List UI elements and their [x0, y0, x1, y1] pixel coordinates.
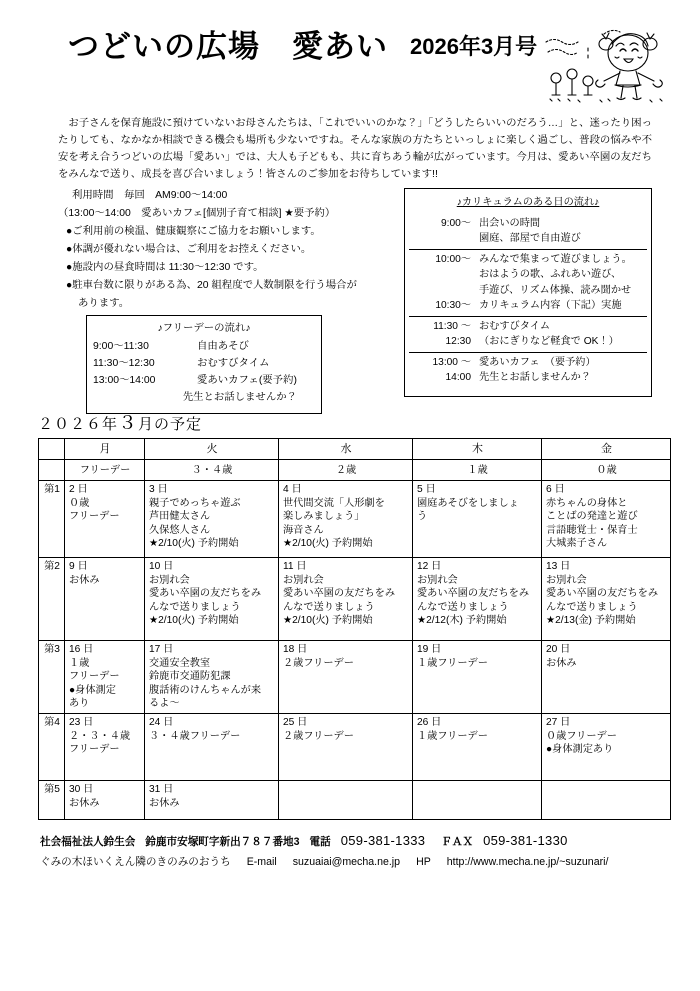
day-cell [413, 714, 542, 781]
table-header-row [39, 439, 671, 460]
day-detail: んなで送りましょう [283, 601, 375, 613]
day-number: 10 日 [149, 561, 174, 573]
freeday-desc: 自由あそび [197, 341, 249, 353]
column-header-tue: 火 [145, 439, 279, 460]
day-detail: ★2/10(火) 予約開始 [149, 538, 239, 550]
day-detail: ★2/10(火) 予約開始 [149, 615, 239, 627]
freeday-flow-box [86, 315, 322, 413]
day-cell [65, 641, 145, 714]
tel-number: 059-381-1333 [340, 833, 426, 849]
day-detail: んなで送りましょう [417, 601, 509, 613]
info-bullet-1: ●体調が優れない場合は、ご利用をお控えください。 [66, 244, 312, 256]
day-detail: 言語聴覚士・保育士 [546, 524, 638, 536]
calendar-heading-prefix: ２０２６年 [38, 416, 119, 434]
issue-label: 2026年3月号 [410, 34, 538, 59]
day-detail: フリーデー [69, 671, 120, 683]
column-header-wed: 水 [279, 439, 413, 460]
email-label: E-mail [246, 856, 277, 869]
freeday-desc: 愛あいカフェ(要予約) [197, 374, 297, 386]
freeday-time: 9:00～11:30 [93, 341, 149, 353]
table-row [39, 481, 671, 558]
curriculum-line: 手遊び、リズム体操、読み聞かせ [479, 284, 632, 296]
day-detail: お休み [149, 797, 180, 809]
column-header-fri: 金 [542, 439, 671, 460]
day-cell [145, 641, 279, 714]
email-address[interactable]: suzuaiai@mecha.ne.jp [292, 856, 401, 869]
day-detail: ０歳フリーデー [546, 730, 617, 742]
table-corner-cell [39, 439, 65, 460]
day-cell [65, 558, 145, 641]
day-detail: ２歳フリーデー [283, 730, 354, 742]
day-cell [145, 714, 279, 781]
day-detail: ２・３・４歳 [69, 730, 131, 742]
day-detail: んなで送りましょう [546, 601, 638, 613]
curriculum-group [409, 214, 647, 249]
day-detail: ★2/10(火) 予約開始 [283, 538, 373, 550]
agegroup-fri: ０歳 [542, 460, 671, 481]
day-number: 31 日 [149, 784, 174, 796]
freeday-box-title: ♪フリーデーの流れ♪ [157, 323, 251, 335]
week-label: 第5 [39, 781, 65, 820]
freeday-row [93, 373, 315, 390]
intro-section [0, 108, 700, 183]
page-footer [0, 820, 700, 871]
day-cell [145, 481, 279, 558]
day-detail: 腹話術のけんちゃんが来 [149, 684, 262, 696]
day-cell [413, 641, 542, 714]
day-cell [279, 641, 413, 714]
week-label: 第4 [39, 714, 65, 781]
curriculum-group [409, 249, 647, 316]
day-number: 13 日 [546, 561, 571, 573]
day-detail: お別れ会 [283, 574, 324, 586]
curriculum-line: （おにぎりなど軽食で OK！） [479, 336, 619, 348]
calendar-heading-suffix: 月の予定 [138, 416, 203, 434]
footer-web-line [40, 853, 680, 872]
day-number: 6 日 [546, 484, 565, 496]
agegroup-mon: フリーデー [65, 460, 145, 481]
day-number: 3 日 [149, 484, 168, 496]
organization-name: 社会福祉法人鈴生会 [40, 836, 136, 849]
day-cell [65, 481, 145, 558]
curriculum-lines [479, 355, 647, 386]
freeday-time: 11:30～12:30 [93, 358, 155, 370]
week-label: 第3 [39, 641, 65, 714]
day-cell [145, 558, 279, 641]
day-detail: 鈴鹿市交通防犯課 [149, 671, 231, 683]
curriculum-line: みんなで集まって遊びましょう。 [479, 253, 632, 265]
table-row [39, 714, 671, 781]
day-detail: るよ～ [149, 698, 180, 710]
day-cell [65, 714, 145, 781]
calendar-section [0, 408, 700, 820]
curriculum-group [409, 316, 647, 352]
curriculum-times [409, 355, 479, 386]
day-cell-empty [413, 781, 542, 820]
day-detail: ●身体測定あり [546, 744, 614, 756]
page-header [0, 0, 700, 108]
curriculum-lines [479, 319, 647, 350]
usage-hours: 利用時間 毎回 AM9:00～14:00 [72, 190, 228, 202]
curriculum-time: 11:30 ～ [433, 320, 471, 332]
day-number: 11 日 [283, 561, 307, 573]
footer-contact-line [40, 830, 680, 853]
table-row [39, 781, 671, 820]
curriculum-line: 愛あいカフェ （要予約） [479, 356, 596, 368]
curriculum-box-title: ♪カリキュラムのある日の流れ♪ [456, 197, 600, 209]
day-detail: ０歳 [69, 497, 90, 509]
day-detail: あり [69, 698, 90, 710]
info-bullet-2: ●施設内の昼食時間は 11:30～12:30 です。 [66, 261, 264, 273]
day-detail: ことばの発達と遊び [546, 511, 638, 523]
day-detail: 赤ちゃんの身体と [546, 497, 628, 509]
freeday-note-row [93, 390, 315, 407]
day-number: 25 日 [283, 717, 308, 729]
calendar-heading-month: ３ [118, 413, 139, 435]
day-detail: う [417, 511, 428, 523]
column-header-mon: 月 [65, 439, 145, 460]
day-number: 30 日 [69, 784, 94, 796]
day-detail: 愛あい卒園の友だちをみ [417, 588, 530, 600]
day-detail: お別れ会 [546, 574, 587, 586]
day-number: 20 日 [546, 644, 571, 656]
tel-label: 電話 [309, 836, 331, 849]
day-number: 5 日 [417, 484, 436, 496]
curriculum-times [409, 319, 479, 350]
day-detail: フリーデー [69, 511, 120, 523]
day-number: 19 日 [417, 644, 442, 656]
day-cell [542, 714, 671, 781]
day-detail: フリーデー [69, 744, 120, 756]
day-cell [279, 714, 413, 781]
info-bullet-0: ●ご利用前の検温、健康観察にご協力をお願いします。 [66, 226, 321, 238]
day-detail: 海音さん [283, 524, 324, 536]
day-cell [279, 481, 413, 558]
intro-paragraph: お子さんを保育施設に預けていないお母さんたちは、「これでいいのかな？」「どうしたらいいのだろう…」と、迷ったり困ったりしても、なかなか相談できる機会も場所も少ないですね。そんな家族の方たちといっしょに楽しく過ごし、普段の悩みや不安を考え合うつどいの広場「愛あい」では、大人も子どもも、共に育ちあう輪が広がっています。今月は、愛あい卒園の友だちをみんなで送り、成長を喜び合いましょう！皆さんのご参加をお待ちしています!! [58, 118, 652, 180]
girl-waving-illustration [542, 26, 692, 104]
curriculum-time: 14:00 [445, 372, 471, 384]
monthly-schedule-table [38, 438, 671, 820]
day-number: 9 日 [69, 561, 88, 573]
table-agegroup-row [39, 460, 671, 481]
middle-section [0, 187, 700, 402]
info-bullet-3-continuation: あります。 [78, 297, 130, 309]
day-detail: 園庭あそびをしましょ [417, 497, 519, 509]
freeday-time: 13:00～14:00 [93, 374, 156, 386]
day-detail: ★2/10(火) 予約開始 [283, 615, 373, 627]
curriculum-line: おむすびタイム [479, 320, 551, 332]
day-cell [413, 558, 542, 641]
hp-label: HP [416, 856, 431, 869]
agegroup-tue: ３・４歳 [145, 460, 279, 481]
day-number: 23 日 [69, 717, 94, 729]
day-number: 12 日 [417, 561, 442, 573]
curriculum-time: 13:00 ～ [432, 356, 471, 368]
curriculum-times [409, 216, 479, 247]
curriculum-line: 先生とお話しませんか？ [479, 372, 592, 384]
day-detail: ２歳フリーデー [283, 657, 354, 669]
day-detail: 交通安全教室 [149, 657, 211, 669]
curriculum-time: 9:00～ [440, 217, 471, 229]
day-number: 16 日 [69, 644, 94, 656]
day-cell [279, 558, 413, 641]
day-detail: 楽しみましょう」 [283, 511, 365, 523]
day-detail: 愛あい卒園の友だちをみ [283, 588, 396, 600]
day-detail: ●身体測定 [69, 684, 116, 696]
day-detail: 世代間交流「人形劇を [283, 497, 385, 509]
location-description: ぐみの木ほいくえん隣のきのみのおうち [40, 856, 231, 869]
fax-number: 059-381-1330 [483, 833, 568, 849]
organization-address: 鈴鹿市安塚町字新出７８７番地3 [145, 836, 300, 849]
curriculum-time: 12:30 [445, 336, 471, 348]
day-detail: お休み [69, 574, 100, 586]
usage-info-list [0, 187, 390, 312]
page-title: つどいの広場 愛あい [68, 29, 388, 64]
day-detail: 芦田健太さん [149, 511, 211, 523]
cafe-hours: （13:00～14:00 愛あいカフェ[個別子育て相談] ★要予約） [58, 208, 336, 220]
curriculum-line: 出会いの時間 [479, 217, 541, 229]
day-cell-empty [279, 781, 413, 820]
curriculum-time: 10:00～ [435, 253, 471, 265]
day-cell [65, 781, 145, 820]
day-number: 2 日 [69, 484, 88, 496]
day-cell [542, 481, 671, 558]
day-cell-empty [542, 781, 671, 820]
day-detail: 久保悠人さん [149, 524, 211, 536]
day-detail: ３・４歳フリーデー [149, 730, 241, 742]
day-detail: ★2/12(木) 予約開始 [417, 615, 507, 627]
day-detail: 愛あい卒園の友だちをみ [546, 588, 659, 600]
fax-label: ＦＡＸ [441, 836, 474, 849]
day-number: 27 日 [546, 717, 571, 729]
day-cell [542, 558, 671, 641]
agegroup-thu: １歳 [413, 460, 542, 481]
day-detail: ★2/13(金) 予約開始 [546, 615, 636, 627]
day-number: 24 日 [149, 717, 174, 729]
curriculum-flow-box [404, 188, 652, 397]
day-number: 18 日 [283, 644, 308, 656]
day-detail: お休み [546, 657, 577, 669]
day-detail: １歳フリーデー [417, 730, 488, 742]
table-row [39, 641, 671, 714]
day-detail: 親子でめっちゃ遊ぶ [149, 497, 241, 509]
freeday-row [93, 339, 315, 356]
day-detail: 大城素子さん [546, 538, 608, 550]
day-detail: １歳 [69, 657, 90, 669]
column-header-thu: 木 [413, 439, 542, 460]
table-row [39, 558, 671, 641]
day-detail: 愛あい卒園の友だちをみ [149, 588, 262, 600]
day-detail: んなで送りましょう [149, 601, 241, 613]
week-label: 第1 [39, 481, 65, 558]
day-number: 17 日 [149, 644, 174, 656]
curriculum-lines [479, 252, 647, 314]
curriculum-line: おはようの歌、ふれあい遊び、 [479, 269, 622, 281]
day-cell [145, 781, 279, 820]
curriculum-line: 園庭、部屋で自由遊び [479, 233, 581, 245]
day-detail: １歳フリーデー [417, 657, 488, 669]
table-corner-cell-2 [39, 460, 65, 481]
day-detail: お別れ会 [417, 574, 458, 586]
day-cell [542, 641, 671, 714]
day-number: 4 日 [283, 484, 302, 496]
day-cell [413, 481, 542, 558]
agegroup-wed: ２歳 [279, 460, 413, 481]
curriculum-line: カリキュラム内容（下記）実施 [479, 300, 622, 312]
curriculum-time: 10:30～ [435, 300, 471, 312]
freeday-desc: おむすびタイム [197, 358, 270, 370]
day-detail: お別れ会 [149, 574, 190, 586]
curriculum-times [409, 252, 479, 314]
curriculum-group [409, 352, 647, 388]
curriculum-lines [479, 216, 647, 247]
homepage-url[interactable]: http://www.mecha.ne.jp/~suzunari/ [446, 856, 609, 869]
day-number: 26 日 [417, 717, 442, 729]
week-label: 第2 [39, 558, 65, 641]
freeday-note: 先生とお話しませんか？ [182, 391, 297, 403]
info-bullet-3: ●駐車台数に限りがある為、20 組程度で人数制限を行う場合が [66, 279, 357, 291]
freeday-row [93, 356, 315, 373]
day-detail: お休み [69, 797, 100, 809]
